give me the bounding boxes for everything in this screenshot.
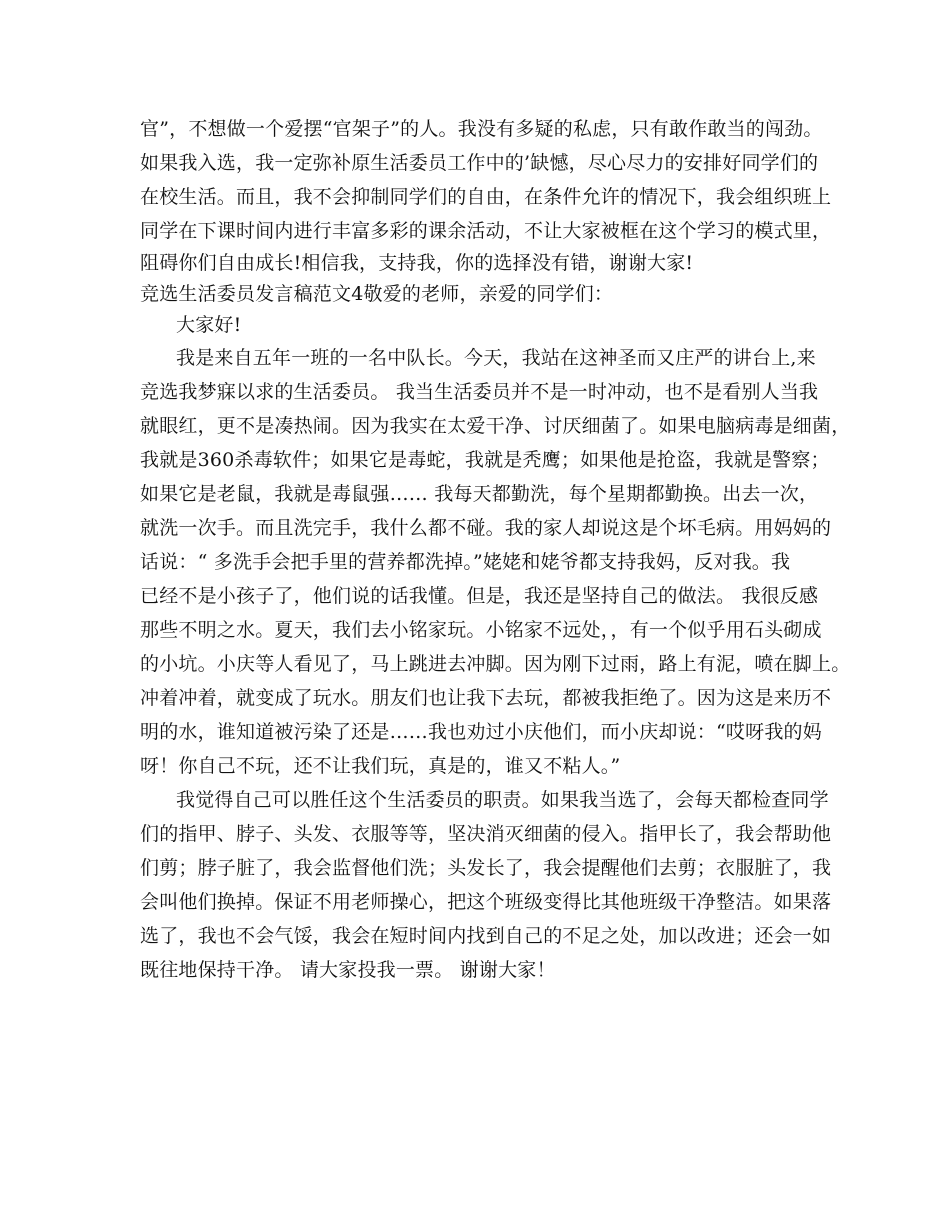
text-line: 官”，不想做一个爱摆“官架子”的人。我没有多疑的私虑，只有敢作敢当的闯劲。 [140,118,823,140]
text-line: 同学在下课时间内进行丰富多彩的课余活动，不让大家被框在这个学习的模式里， [140,220,832,242]
document-body [140,112,851,987]
text-line: 如果我入选，我一定弥补原生活委员工作中的’缺憾，尽心尽力的安排好同学们的 [140,152,819,174]
text-line: 就洗一次手。而且洗完手，我什么都不碰。我的家人却说这是个坏毛病。用妈妈的 [140,517,832,539]
text-line: 选了，我也不会气馁，我会在短时间内找到自己的不足之处，加以改进；还会一如 [140,925,832,947]
text-line: 在校生活。而且，我不会抑制同学们的自由，在条件允许的情况下，我会组织班上 [140,186,832,208]
text-line: 们的指甲、脖子、头发、衣服等等，坚决消灭细菌的侵入。指甲长了，我会帮助他 [140,823,832,845]
text-line: 冲着冲着，就变成了玩水。朋友们也让我下去玩，都被我拒绝了。因为这是来历不 [140,687,832,709]
text-line: 如果它是老鼠，我就是毒鼠强…… 我每天都勤洗，每个星期都勤换。出去一次， [140,483,819,505]
text-line: 竞选我梦寐以求的生活委员。 我当生活委员并不是一时冲动，也不是看别人当我 [140,381,819,403]
text-line: 阻碍你们自由成长!相信我，支持我，你的选择没有错，谢谢大家! [140,252,694,274]
text-line: 们剪；脖子脏了，我会监督他们洗；头发长了，我会提醒他们去剪；衣服脏了，我 [140,857,832,879]
text-line: 话说：“ 多洗手会把手里的营养都洗掉。”姥姥和姥爷都支持我妈，反对我。我 [140,551,791,573]
text-line: 呀！你自己不玩，还不让我们玩，真是的，谁又不粘人。” [140,755,621,777]
text-line: 的小坑。小庆等人看见了，马上跳进去冲脚。因为刚下过雨，路上有泥，喷在脚上。 [140,653,851,675]
text-line: 我就是360杀毒软件；如果它是毒蛇，我就是秃鹰；如果他是抢盗，我就是警察； [140,449,830,471]
paragraph-start-line: 我觉得自己可以胜任这个生活委员的职责。如果我当选了，会每天都检查同学 [176,789,829,811]
text-line: 明的水，谁知道被污染了还是……我也劝过小庆他们，而小庆却说：“哎呀我的妈 [140,721,822,743]
text-line: 会叫他们换掉。保证不用老师操心，把这个班级变得比其他班级干净整洁。如果落 [140,891,832,913]
greeting-line: 大家好! [176,314,242,336]
section-heading-line: 竞选生活委员发言稿范文4敬爱的老师，亲爱的同学们： [140,283,614,305]
text-line: 那些不明之水。夏天，我们去小铭家玩。小铭家不远处，，有一个似乎用石头砌成 [140,619,822,641]
paragraph-start-line: 我是来自五年一班的一名中队长。今天，我站在这神圣而又庄严的讲台上,来 [176,347,816,369]
text-line: 就眼红，更不是凑热闹。因为我实在太爱干净、讨厌细菌了。如果电脑病毒是细菌， [140,415,851,437]
text-line: 已经不是小孩子了，他们说的话我懂。但是，我还是坚持自己的做法。 我很反感 [140,585,819,607]
text-line: 既往地保持干净。 请大家投我一票。 谢谢大家！ [140,959,556,981]
